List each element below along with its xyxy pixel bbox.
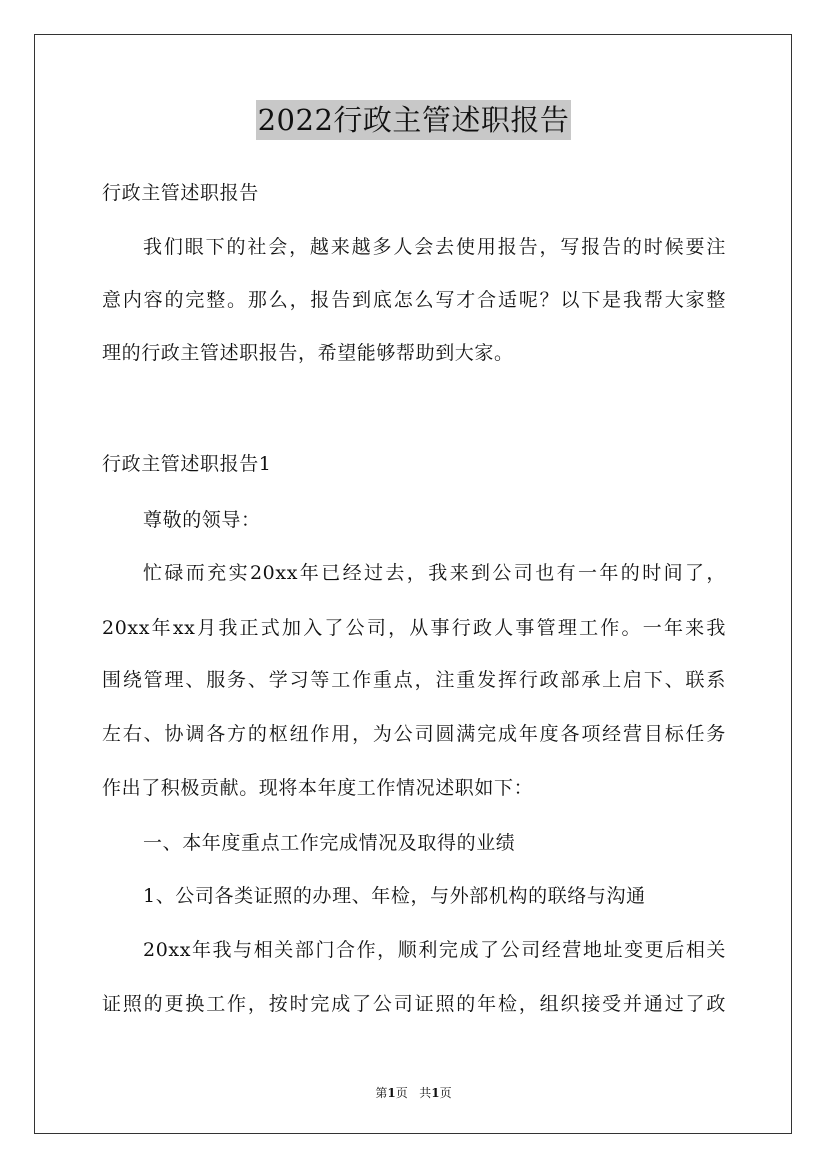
intro-line-2: 意内容的完整。那么，报告到底怎么写才合适呢？以下是我帮大家整 [102, 289, 726, 311]
section-heading: 行政主管述职报告1 [102, 453, 272, 475]
footer-total-number: 1 [431, 1086, 440, 1100]
footer-page-number: 1 [387, 1086, 396, 1100]
body-para2-line-1: 20xx年我与相关部门合作，顺利完成了公司经营地址变更后相关 [143, 939, 726, 961]
title-container [0, 100, 827, 140]
footer-total-suffix: 页 [439, 1086, 452, 1100]
body-para1-line-5: 作出了积极贡献。现将本年度工作情况述职如下： [102, 777, 534, 799]
body-para1-line-2: 20xx年xx月我正式加入了公司，从事行政人事管理工作。一年来我 [102, 617, 726, 639]
intro-line-1: 我们眼下的社会，越来越多人会去使用报告，写报告的时候要注 [143, 236, 726, 258]
intro-line-3: 理的行政主管述职报告，希望能够帮助到大家。 [102, 342, 514, 364]
body-para1-line-1: 忙碌而充实20xx年已经过去，我来到公司也有一年的时间了， [143, 562, 726, 584]
footer-page-prefix: 第 [375, 1086, 388, 1100]
heading-1-1: 1、公司各类证照的办理、年检，与外部机构的联络与沟通 [143, 885, 646, 907]
page-footer [0, 1085, 827, 1101]
document-subtitle: 行政主管述职报告 [102, 182, 259, 204]
document-title: 2022行政主管述职报告 [256, 100, 572, 140]
heading-1: 一、本年度重点工作完成情况及取得的业绩 [143, 832, 516, 854]
footer-total-prefix: 共 [419, 1086, 432, 1100]
body-para1-line-4: 左右、协调各方的枢纽作用，为公司圆满完成年度各项经营目标任务 [102, 723, 726, 745]
footer-page-suffix: 页 [395, 1086, 408, 1100]
body-para1-line-3: 围绕管理、服务、学习等工作重点，注重发挥行政部承上启下、联系 [102, 669, 726, 691]
body-para2-line-2: 证照的更换工作，按时完成了公司证照的年检，组织接受并通过了政 [102, 993, 726, 1015]
salutation: 尊敬的领导： [143, 509, 261, 531]
